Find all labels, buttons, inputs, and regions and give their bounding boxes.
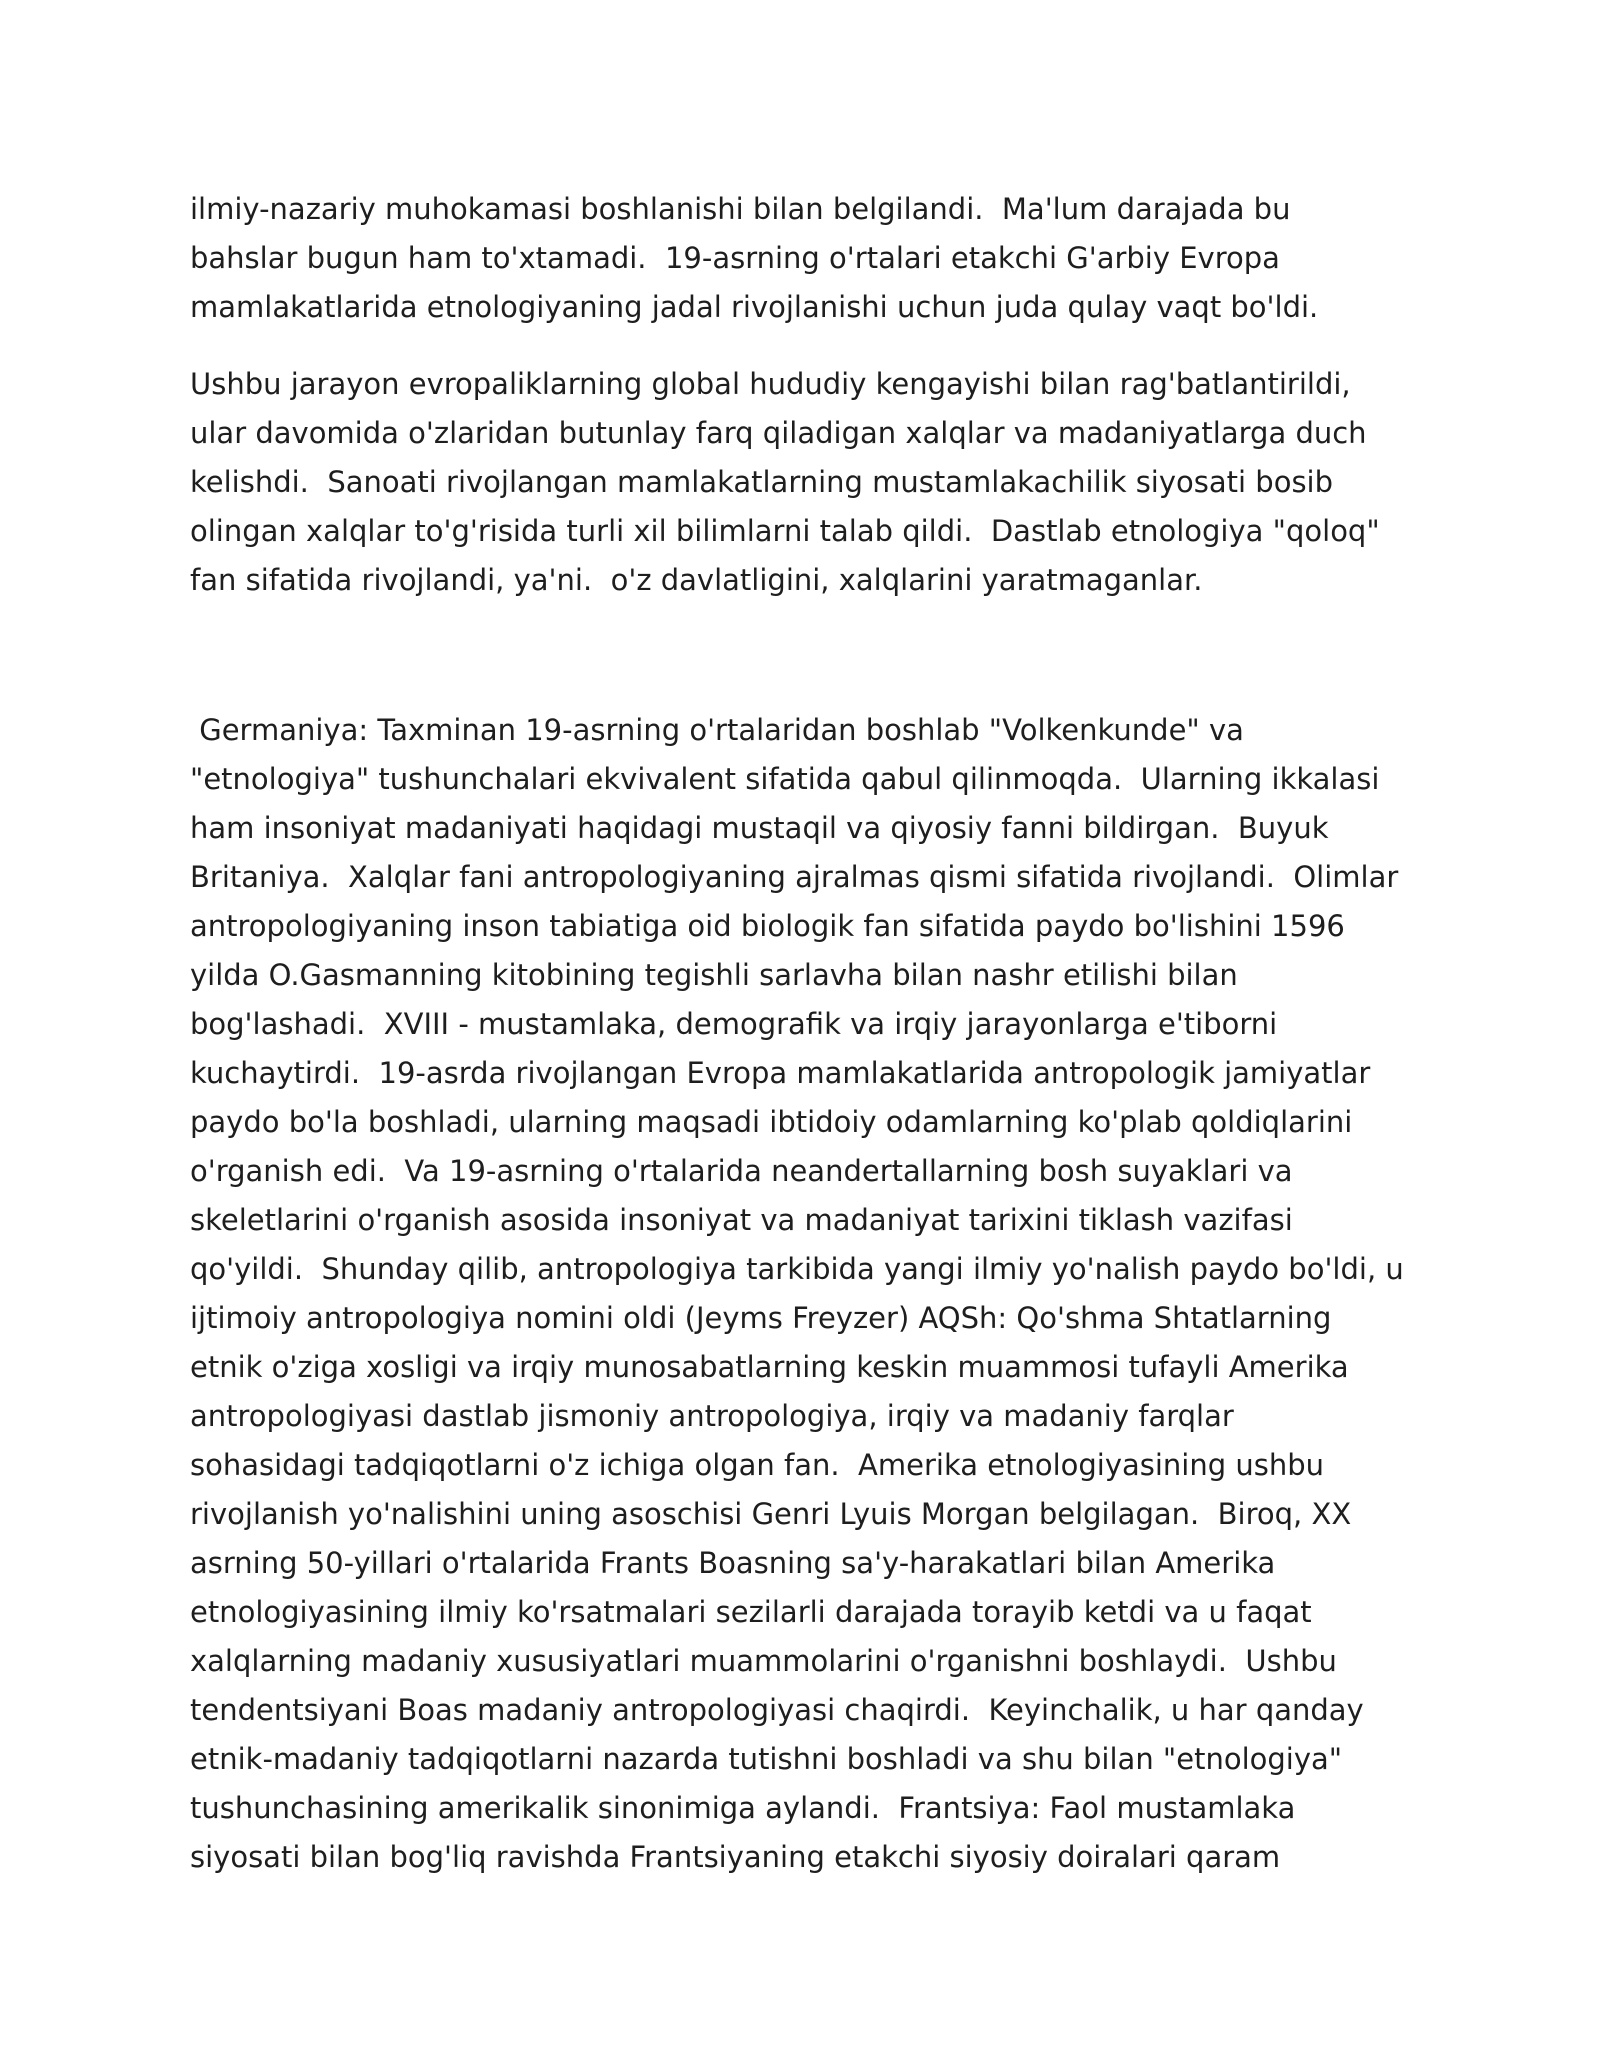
text-line: skeletlarini o'rganish asosida insoniyat va madaniyat tarixini tiklash vazifasi bbox=[190, 1203, 1293, 1237]
text-line: rivojlanish yo'nalishini uning asoschisi Genri Lyuis Morgan belgilagan. Biroq, XX bbox=[190, 1497, 1352, 1531]
text-line: Ushbu jarayon evropaliklarning global hududiy kengayishi bilan rag'batlantirildi, bbox=[190, 367, 1351, 401]
text-line: kuchaytirdi. 19-asrda rivojlangan Evropa mamlakatlarida antropologik jamiyatlar bbox=[190, 1056, 1371, 1090]
text-line: olingan xalqlar to'g'risida turli xil bilimlarni talab qildi. Dastlab etnologiya "qoloq" bbox=[190, 514, 1380, 548]
text-line: o'rganish edi. Va 19-asrning o'rtalarida neandertallarning bosh suyaklari va bbox=[190, 1154, 1293, 1188]
text-line: fan sifatida rivojlandi, ya'ni. o'z davlatligini, xalqlarini yaratmaganlar. bbox=[190, 563, 1203, 597]
text-line: kelishdi. Sanoati rivojlangan mamlakatlarning mustamlakachilik siyosati bosib bbox=[190, 465, 1334, 499]
text-line: sohasidagi tadqiqotlarni o'z ichiga olgan fan. Amerika etnologiyasining ushbu bbox=[190, 1448, 1325, 1482]
text-line: etnik o'ziga xosligi va irqiy munosabatlarning keskin muammosi tufayli Amerika bbox=[190, 1350, 1349, 1384]
text-line: tushunchasining amerikalik sinonimiga aylandi. Frantsiya: Faol mustamlaka bbox=[190, 1791, 1296, 1825]
text-line: qo'yildi. Shunday qilib, antropologiya tarkibida yangi ilmiy yo'nalish paydo bo'ldi, u bbox=[190, 1252, 1404, 1286]
text-line: ham insoniyat madaniyati haqidagi mustaqil va qiyosiy fanni bildirgan. Buyuk bbox=[190, 811, 1329, 845]
text-line: Britaniya. Xalqlar fani antropologiyaning ajralmas qismi sifatida rivojlandi. Olimlar bbox=[190, 860, 1399, 894]
text-line: etnologiyasining ilmiy ko'rsatmalari sezilarli darajada torayib ketdi va u faqat bbox=[190, 1595, 1312, 1629]
text-line: bahslar bugun ham to'xtamadi. 19-asrning o'rtalari etakchi G'arbiy Evropa bbox=[190, 241, 1280, 275]
text-line: ular davomida o'zlaridan butunlay farq qiladigan xalqlar va madaniyatlarga duch bbox=[190, 416, 1367, 450]
text-line: ilmiy-nazariy muhokamasi boshlanishi bilan belgilandi. Ma'lum darajada bu bbox=[190, 192, 1291, 226]
text-line: bog'lashadi. XVIII - mustamlaka, demografik va irqiy jarayonlarga e'tiborni bbox=[190, 1007, 1278, 1041]
text-line: "etnologiya" tushunchalari ekvivalent sifatida qabul qilinmoqda. Ularning ikkalasi bbox=[190, 762, 1380, 796]
text-line: antropologiyasi dastlab jismoniy antropologiya, irqiy va madaniy farqlar bbox=[190, 1399, 1234, 1433]
text-line: yilda O.Gasmanning kitobining tegishli sarlavha bilan nashr etilishi bilan bbox=[190, 958, 1238, 992]
text-line: xalqlarning madaniy xususiyatlari muammolarini o'rganishni boshlaydi. Ushbu bbox=[190, 1644, 1337, 1678]
text-line: paydo bo'la boshladi, ularning maqsadi ibtidoiy odamlarning ko'plab qoldiqlarini bbox=[190, 1105, 1353, 1139]
text-line: asrning 50-yillari o'rtalarida Frants Boasning sa'y-harakatlari bilan Amerika bbox=[190, 1546, 1276, 1580]
text-line: siyosati bilan bog'liq ravishda Frantsiyaning etakchi siyosiy doiralari qaram bbox=[190, 1840, 1281, 1874]
text-line: mamlakatlarida etnologiyaning jadal rivojlanishi uchun juda qulay vaqt bo'ldi. bbox=[190, 290, 1319, 324]
text-line: ijtimoiy antropologiya nomini oldi (Jeyms Freyzer) AQSh: Qo'shma Shtatlarning bbox=[190, 1301, 1332, 1335]
text-line: tendentsiyani Boas madaniy antropologiyasi chaqirdi. Keyinchalik, u har qanday bbox=[190, 1693, 1364, 1727]
text-line: antropologiyaning inson tabiatiga oid biologik fan sifatida paydo bo'lishini 1596 bbox=[190, 909, 1345, 943]
text-line: Germaniya: Taxminan 19-asrning o'rtalaridan boshlab "Volkenkunde" va bbox=[190, 713, 1244, 747]
text-line: etnik-madaniy tadqiqotlarni nazarda tutishni boshladi va shu bilan "etnologiya" bbox=[190, 1742, 1343, 1776]
